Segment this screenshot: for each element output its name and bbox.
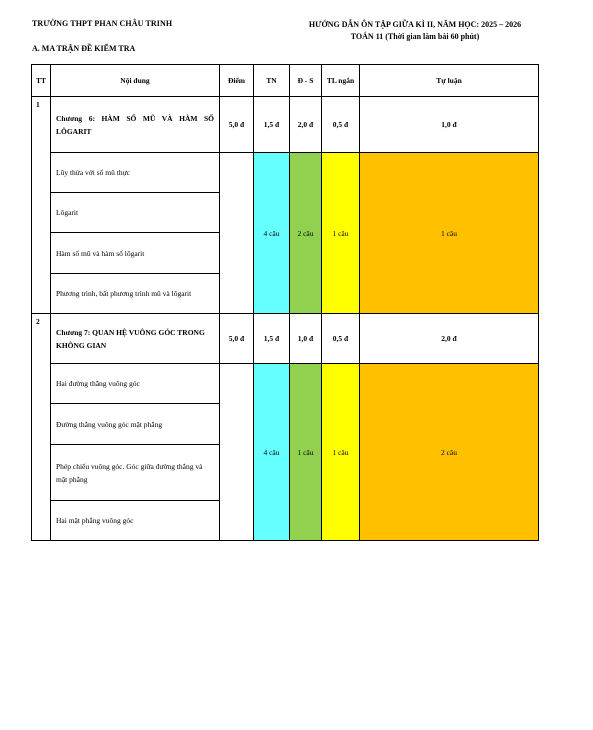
ds-count-cell: 2 câu [290,153,322,314]
topic-row [32,364,539,404]
chapter-essay-points: 1,0 đ [360,97,539,153]
col-header-tl-short: TL ngắn [322,65,360,97]
tl-short-count-cell: 1 câu [322,364,360,541]
table-header-row [32,65,539,97]
chapter-points: 5,0 đ [220,97,254,153]
chapter-index: 1 [32,97,51,314]
col-header-ds: Đ - S [290,65,322,97]
col-header-tn: TN [254,65,290,97]
topic-row [32,153,539,193]
topic-item: Phép chiếu vuông góc. Góc giữa đường thẳng và mặt phẳng [51,445,220,501]
chapter-title: Chương 6: HÀM SỐ MŨ VÀ HÀM SỐ LÔGARIT [51,97,220,153]
topic-item: Phương trình, bất phương trình mũ và lôgarit [51,274,220,314]
topic-item: Hai đường thẳng vuông góc [51,364,220,404]
essay-count-cell: 1 câu [360,153,539,314]
chapter-tl-short-points: 0,5 đ [322,97,360,153]
ds-count-cell: 1 câu [290,364,322,541]
topic-item: Lôgarit [51,193,220,233]
chapter-ds-points: 2,0 đ [290,97,322,153]
tn-count-cell: 4 câu [254,364,290,541]
points-blank-cell [220,364,254,541]
chapter-row [32,314,539,364]
chapter-row [32,97,539,153]
chapter-tl-short-points: 0,5 đ [322,314,360,364]
school-name: TRƯỜNG THPT PHAN CHÂU TRINH [32,19,173,28]
col-header-tt: TT [32,65,51,97]
col-header-essay: Tự luận [360,65,539,97]
chapter-title: Chương 7: QUAN HỆ VUÔNG GÓC TRONG KHÔNG GIAN [51,314,220,364]
topic-item: Đường thẳng vuông góc mặt phẳng [51,404,220,445]
topic-item: Lũy thừa với số mũ thực [51,153,220,193]
chapter-essay-points: 2,0 đ [360,314,539,364]
subject-line: TOÁN 11 (Thời gian làm bài 60 phút) [350,32,480,41]
chapter-points: 5,0 đ [220,314,254,364]
tn-count-cell: 4 câu [254,153,290,314]
test-matrix-table [31,64,539,541]
essay-count-cell: 2 câu [360,364,539,541]
section-title: A. MA TRẬN ĐỀ KIỂM TRA [32,44,136,53]
col-header-points: Điểm [220,65,254,97]
tl-short-count-cell: 1 câu [322,153,360,314]
document-heading [270,19,560,43]
points-blank-cell [220,153,254,314]
guide-title: HƯỚNG DẪN ÔN TẬP GIỮA KÌ II, NĂM HỌC: 2025 – 2026 [308,20,522,29]
chapter-tn-points: 1,5 đ [254,314,290,364]
chapter-index: 2 [32,314,51,541]
topic-item: Hàm số mũ và hàm số lôgarit [51,233,220,274]
chapter-ds-points: 1,0 đ [290,314,322,364]
topic-item: Hai mặt phẳng vuông góc [51,501,220,541]
col-header-content: Nội dung [51,65,220,97]
chapter-tn-points: 1,5 đ [254,97,290,153]
